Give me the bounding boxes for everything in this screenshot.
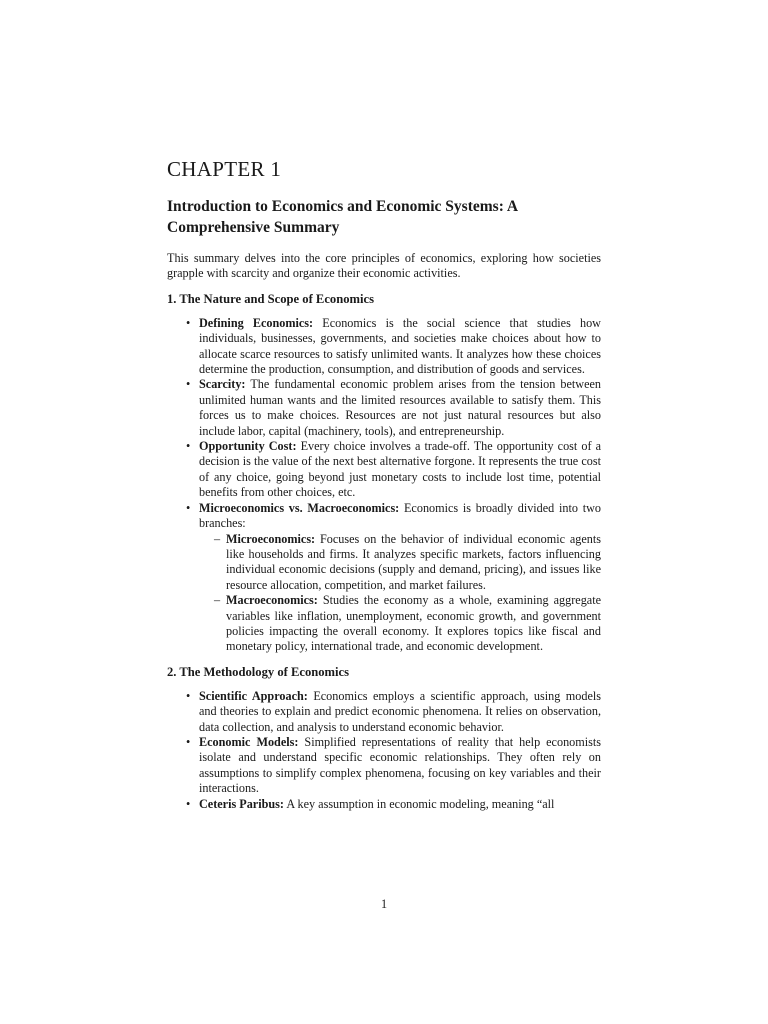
list-item-scarcity [199, 377, 601, 439]
item-text: Studies the economy as a whole, examining aggregate variables like inflation, unemployment, economic growth, and government policies impacting the overall economy. It explores topics like fiscal and monetary policy, international trade, and economic development. [226, 593, 601, 654]
list-item-ceteris-paribus [199, 797, 601, 812]
chapter-label: CHAPTER 1 [167, 157, 282, 181]
list-item-opportunity-cost [199, 439, 601, 501]
item-text: Economics employs a scientific approach, using models and theories to explain and predict economic phenomena. It relies on observation, data collection, and analysis to understand economic behavior. [199, 688, 601, 734]
term-label: Scientific Approach: [199, 688, 308, 703]
sub-item-macroeconomics [226, 593, 601, 655]
list-item-defining-economics [199, 316, 601, 378]
section-heading-nature-scope: 1. The Nature and Scope of Economics [167, 291, 374, 306]
sub-item-microeconomics [226, 532, 601, 594]
item-text: The fundamental economic problem arises from the tension between unlimited human wants and the limited resources available to satisfy them. This forces us to make choices. Resources are not just natural resources but also include labor, capital (machinery, tools), and entrepreneurship. [199, 377, 601, 438]
section-heading-methodology: 2. The Methodology of Economics [167, 664, 350, 679]
term-label: Macroeconomics: [226, 593, 318, 608]
section-1-list [167, 316, 601, 655]
term-label: Microeconomics: [226, 531, 316, 546]
item-text: Focuses on the behavior of individual economic agents like households and firms. It analyzes specific markets, factors influencing individual economic decisions (supply and demand, pricing), and issues like resource allocation, competition, and market failures. [226, 531, 601, 592]
item-text: Simplified representations of reality that help economists isolate and understand specific economic relationships. They often rely on assumptions to simplify complex phenomena, focusing on key variables and their interactions. [199, 734, 601, 796]
term-label: Opportunity Cost: [199, 439, 297, 454]
term-label: Ceteris Paribus: [199, 796, 284, 811]
item-text: Economics is the social science that studies how individuals, businesses, governments, and societies make choices about how to allocate scarce resources to satisfy unlimited wants. It analyzes how these choices determine the production, consumption, and distribution of goods and services. [199, 315, 601, 377]
item-text: A key assumption in economic modeling, meaning “all [283, 796, 555, 811]
intro-paragraph: This summary delves into the core principles of economics, exploring how societies grapple with scarcity and organize their economic activities. [167, 251, 601, 281]
page-number: 1 [380, 897, 388, 911]
list-item-economic-models [199, 735, 601, 797]
term-label: Defining Economics: [199, 315, 314, 330]
chapter-title: Introduction to Economics and Economic Systems: A Comprehensive Summary [167, 198, 518, 236]
item-text: Economics is broadly divided into two branches: [199, 500, 602, 531]
list-item-scientific-approach [199, 689, 601, 735]
term-label: Economic Models: [199, 734, 299, 749]
section-2-list [167, 689, 601, 812]
item-text: Every choice involves a trade-off. The opportunity cost of a decision is the value of the next best alternative forgone. It represents the true cost of any choice, going beyond just monetary costs to include lost time, potential benefits from other choices, etc. [199, 439, 601, 500]
document-page [167, 150, 601, 812]
sub-list-branches [199, 532, 601, 655]
list-item-micro-vs-macro [199, 501, 601, 655]
term-label: Microeconomics vs. Macroeconomics: [199, 500, 400, 515]
term-label: Scarcity: [199, 377, 246, 392]
